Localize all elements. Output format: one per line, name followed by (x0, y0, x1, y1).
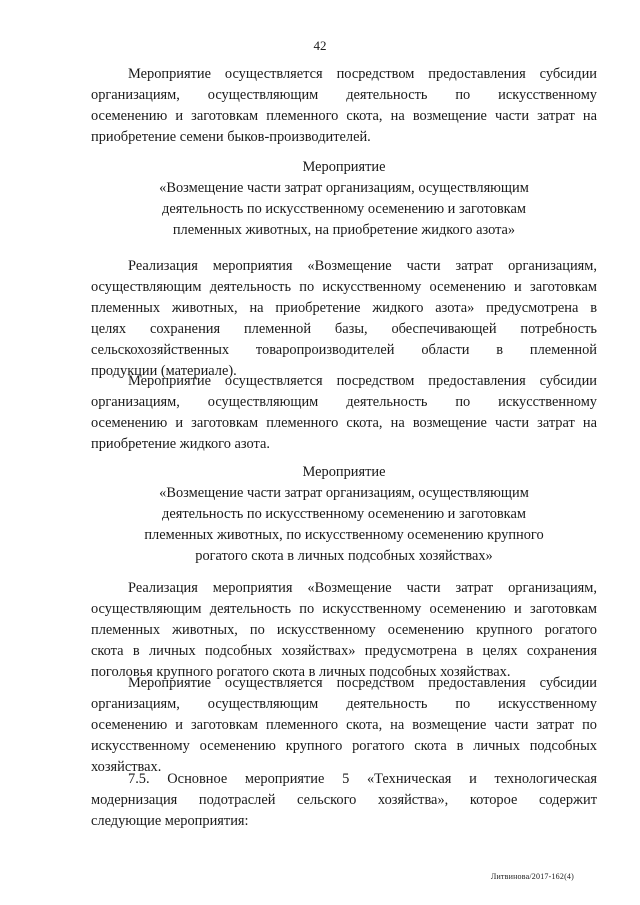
paragraph-liquid-nitrogen-implementation (91, 256, 597, 382)
text-line: Мероприятие осуществляется посредством предоставления субсидии (128, 373, 597, 389)
paragraph-liquid-nitrogen-subsidy (91, 371, 597, 455)
paragraph-main-activity-5 (91, 769, 597, 832)
text-line: модернизация подотраслей сельского хозяйства», которое содержит (91, 792, 597, 808)
text-line: целях сохранения племенной базы, обеспечивающей потребность (91, 321, 597, 337)
text-line: Мероприятие осуществляется посредством предоставления субсидии (128, 66, 597, 82)
text-line: организациям, осуществляющим деятельность по искусственному (91, 394, 597, 410)
page-number: 42 (313, 38, 327, 53)
text-line: приобретение семени быков-производителей. (91, 129, 371, 145)
heading-liquid-nitrogen (91, 157, 597, 241)
heading-line: «Возмещение части затрат организациям, осуществляющим (159, 180, 529, 196)
text-line: сельскохозяйственных товаропроизводителей области в племенной (91, 342, 597, 358)
text-line: организациям, осуществляющим деятельность по искусственному (91, 87, 597, 103)
text-line: осуществляющим деятельность по искусственному осеменению и заготовкам (91, 279, 597, 295)
text-line: племенных животных, по искусственному осеменению крупного рогатого (91, 622, 597, 638)
heading-line: племенных животных, на приобретение жидкого азота» (172, 222, 516, 238)
heading-line: деятельность по искусственному осеменению и заготовкам (162, 201, 526, 217)
text-line: искусственному осеменению крупного рогатого скота в личных подсобных (91, 738, 597, 754)
text-line: приобретение жидкого азота. (91, 436, 270, 452)
text-line: осеменению и заготовкам племенного скота, на возмещение части затрат на (91, 415, 597, 431)
text-line: скота в личных подсобных хозяйствах» предусмотрена в целях сохранения (91, 643, 597, 659)
paragraph-seed-subsidy (91, 64, 597, 148)
text-line: осуществляющим деятельность по искусственному осеменению и заготовкам (91, 601, 597, 617)
text-line: осеменению и заготовкам племенного скота, на возмещение части затрат на (91, 108, 597, 124)
paragraph-cattle-subsidy (91, 673, 597, 778)
heading-line: племенных животных, по искусственному осеменению крупного (144, 527, 544, 543)
text-line: племенных животных, на приобретение жидкого азота» предусмотрена в (91, 300, 597, 316)
heading-cattle-insemination (91, 462, 597, 567)
heading-line: рогатого скота в личных подсобных хозяйствах» (195, 548, 493, 564)
text-line: Реализация мероприятия «Возмещение части затрат организациям, (128, 580, 597, 596)
heading-line: деятельность по искусственному осеменению и заготовкам (162, 506, 526, 522)
heading-line: Мероприятие (302, 159, 386, 175)
text-line: организациям, осуществляющим деятельность по искусственному (91, 696, 597, 712)
text-line: следующие мероприятия: (91, 813, 249, 829)
text-line: Мероприятие осуществляется посредством предоставления субсидии (128, 675, 597, 691)
heading-line: «Возмещение части затрат организациям, осуществляющим (159, 485, 529, 501)
text-line: хозяйствах. (91, 759, 162, 775)
text-line: поголовья крупного рогатого скота в личных подсобных хозяйствах. (91, 664, 511, 680)
text-line: Реализация мероприятия «Возмещение части затрат организациям, (128, 258, 597, 274)
text-line: 7.5. Основное мероприятие 5 «Техническая и технологическая (128, 771, 597, 787)
paragraph-cattle-implementation (91, 578, 597, 683)
document-reference-footer: Литвинова/2017-162(4) (490, 872, 574, 881)
text-line: продукции (материале). (91, 363, 237, 379)
heading-line: Мероприятие (302, 464, 386, 480)
text-line: осеменению и заготовкам племенного скота, на возмещение части затрат по (91, 717, 597, 733)
